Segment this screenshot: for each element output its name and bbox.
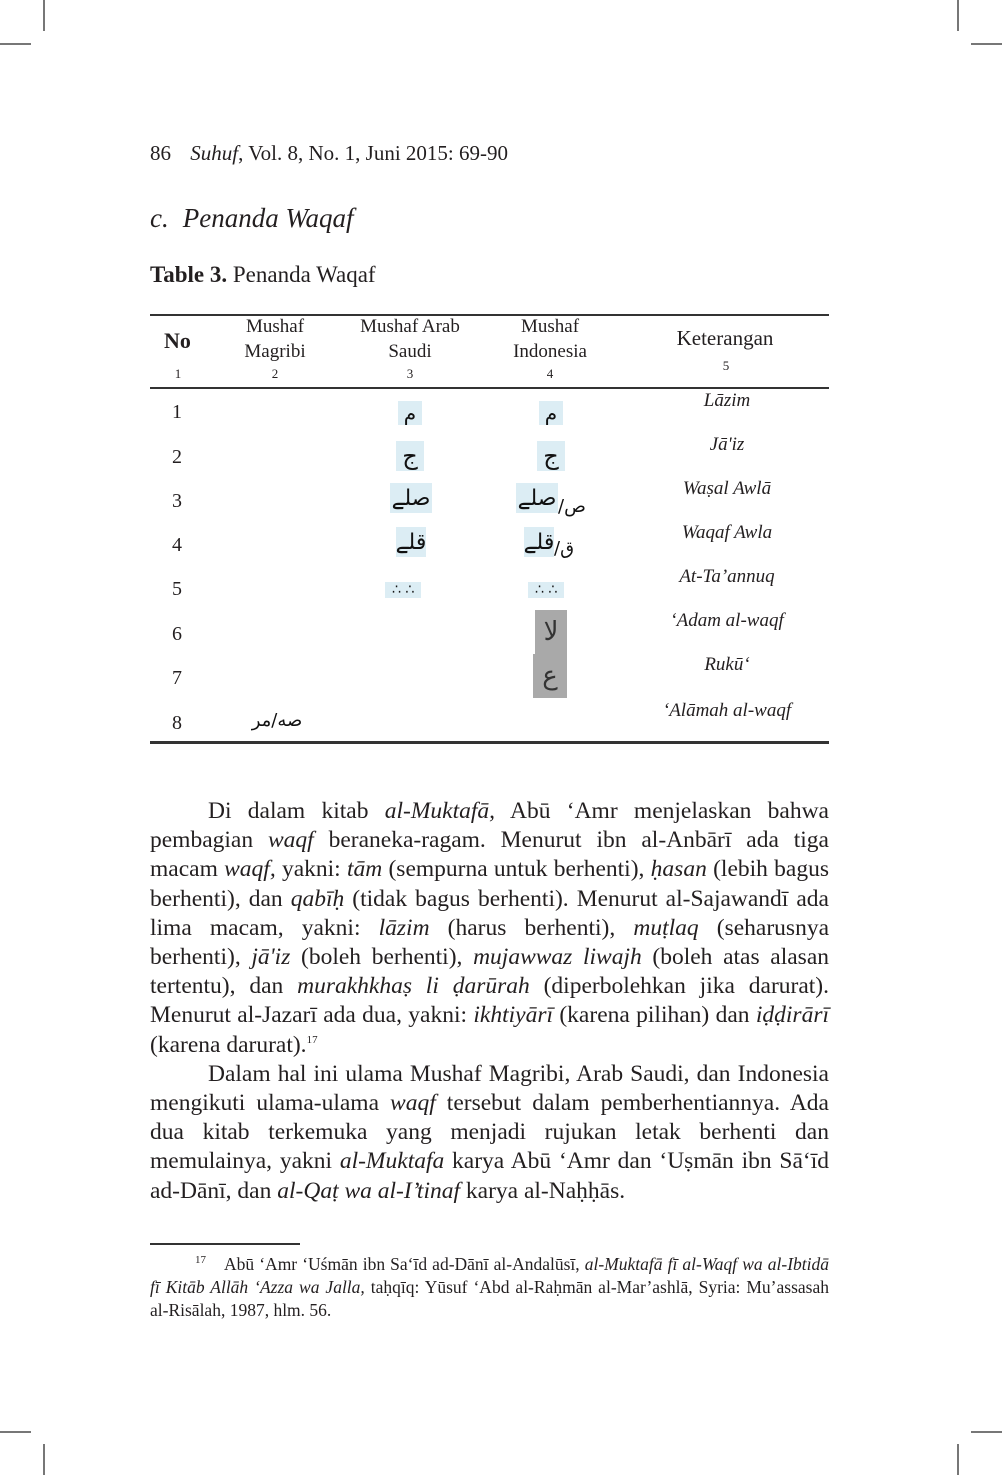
header-line: Magribi [244, 341, 306, 362]
italic-term: tām [346, 856, 383, 883]
text: (diperbolehkan jika darurat). Menurut al-Jazarī ada dua, yakni: [150, 973, 829, 1029]
section-heading [150, 203, 353, 234]
text: (harus berhenti), [429, 914, 634, 941]
italic-term: ikhtiyārī [473, 1002, 554, 1029]
waqf-sign-indonesia: قلے [524, 527, 554, 557]
header-magribi [220, 314, 330, 364]
italic-term: mujawwaz liwajh [473, 944, 642, 971]
crop-mark [957, 0, 959, 31]
row-keterangan: ‘Alāmah al-waqf [662, 700, 792, 721]
text: karya Abū ‘Amr dan ‘Uṣmān ibn Sā‘īd ad-Dānī, dan [150, 1148, 829, 1204]
table-header-rule [150, 387, 829, 389]
italic-term: ḥasan [650, 856, 707, 883]
header-line: Mushaf [245, 316, 305, 337]
header-keterangan: Keterangan [676, 326, 774, 350]
crop-mark [43, 0, 45, 31]
waqf-sign-saudi: ج [396, 441, 424, 471]
crop-mark [0, 43, 31, 45]
header-col-number: 5 [722, 358, 730, 373]
header-col-number: 1 [174, 366, 182, 381]
text: (karena darurat). [150, 1031, 307, 1058]
row-number: 6 [172, 623, 182, 645]
row-keterangan: Lāzim [703, 390, 751, 411]
waqf-sign-saudi: ∴ ∴ [385, 582, 421, 598]
crop-mark [0, 1431, 31, 1433]
row-keterangan: Waqaf Awla [681, 522, 773, 543]
waqf-sign-indonesia: لا [535, 610, 567, 654]
paragraph-2 [150, 1060, 829, 1206]
text: beraneka-ragam. Menurut ibn al-Anbārī ada tiga macam [150, 827, 829, 883]
table-caption [150, 262, 376, 288]
table-bottom-rule [150, 741, 829, 744]
text: (boleh berhenti), [290, 944, 474, 971]
header-col-number: 2 [271, 366, 279, 381]
footnote-rule [150, 1243, 300, 1245]
text: yakni: [275, 856, 347, 883]
italic-term: jā'iz [251, 944, 291, 971]
crop-mark [43, 1444, 45, 1475]
footnote [150, 1249, 829, 1322]
row-keterangan: ‘Adam al-waqf [670, 610, 784, 631]
body-text [150, 797, 829, 1206]
waqf-sign-indonesia-alt: /ص [558, 495, 586, 517]
header-line: Indonesia [513, 341, 587, 362]
table-caption-label: Table 3. [150, 262, 228, 287]
table-caption-text: Penanda Waqaf [232, 262, 376, 287]
header-line: Mushaf [520, 316, 580, 337]
italic-term: lāzim [378, 914, 430, 941]
row-number: 3 [172, 490, 182, 512]
waqf-sign-indonesia: ع [533, 654, 567, 698]
running-head [150, 141, 508, 166]
text: (boleh atas alasan tertentu), dan [150, 944, 829, 1000]
text: Dalam hal ini ulama Mushaf Magribi, Arab Saudi, dan Indonesia mengikuti ulama-ulama [150, 1060, 829, 1117]
row-keterangan: Rukū‘ [704, 654, 750, 675]
row-number: 4 [172, 534, 182, 556]
header-col-number: 4 [546, 366, 554, 381]
text: (sempurna untuk berhenti), [382, 856, 651, 883]
italic-term: waqf [390, 1090, 436, 1117]
waqf-sign-indonesia: ∴ ∴ [528, 582, 564, 598]
italic-term: qabīḥ [290, 885, 345, 912]
waqf-sign-saudi: صلے [390, 483, 432, 513]
waqf-sign-indonesia-alt: /ق [554, 537, 575, 559]
paragraph-1 [150, 797, 829, 1060]
row-number: 1 [172, 401, 182, 423]
text: Di dalam kitab [208, 798, 385, 824]
text: tersebut dalam pemberhentiannya. Ada dua kitab terkemuka yang menjadi rujukan letak berhenti dan memulainya, yakni [150, 1090, 829, 1175]
italic-title: al-Muktafā fī al-Waqf wa al-Ibtidā fī Kitāb Allāh ‘Azza wa Jalla, [150, 1253, 829, 1297]
italic-term: waqf, [224, 856, 276, 883]
header-line: Mushaf Arab [360, 316, 460, 337]
footnote-ref[interactable]: 17 [306, 1033, 318, 1046]
text: (lebih bagus berhenti), dan [150, 856, 829, 912]
row-number: 2 [172, 446, 182, 468]
waqf-sign-magribi: صه/مر [251, 709, 303, 731]
header-arab-saudi [345, 314, 475, 364]
italic-term: iḍḍirārī [755, 1002, 829, 1029]
section-title: Penanda Waqaf [182, 203, 354, 233]
header-no: No [164, 328, 191, 353]
section-letter: c. [150, 203, 169, 233]
row-keterangan: Waṣal Awlā [682, 478, 772, 499]
crop-mark [957, 1444, 959, 1475]
row-number: 8 [172, 712, 182, 734]
header-line: Saudi [388, 341, 432, 362]
text: karya al-Naḥḥās. [460, 1177, 626, 1204]
row-keterangan: Jā'iz [709, 434, 745, 455]
waqf-sign-indonesia: صلے [516, 483, 558, 513]
italic-term: al-Muktafā, [384, 798, 496, 824]
header-indonesia [490, 314, 610, 364]
italic-term: waqf [267, 827, 314, 854]
footnote-number: 17 [195, 1254, 206, 1266]
waqf-sign-saudi: قلے [396, 527, 426, 557]
crop-mark [971, 1431, 1002, 1433]
waqf-sign-saudi: م [398, 401, 422, 425]
text: (seharusnya berhenti), [150, 914, 829, 971]
journal-name: Suhuf [190, 141, 239, 165]
waqf-sign-indonesia: ج [537, 441, 565, 471]
italic-term: murakhkhaṣ li ḍarūrah [297, 973, 530, 1000]
row-keterangan: At-Ta’annuq [679, 566, 775, 587]
header-col-number: 3 [406, 366, 414, 381]
text: Abū ‘Amr menjelaskan bahwa pembagian [150, 798, 829, 854]
text: (karena pilihan) dan [553, 1002, 756, 1029]
text: Abū ‘Amr ‘Uśmān ibn Sa‘īd ad-Dānī al-Andalūsī, [224, 1253, 585, 1274]
row-number: 7 [172, 667, 182, 689]
italic-term: muṭlaq [633, 914, 699, 941]
page-number: 86 [150, 141, 171, 165]
italic-term: al-Muktafa [339, 1148, 445, 1175]
italic-term: al-Qaṭ wa al-I’tinaf [277, 1177, 461, 1204]
journal-citation: , Vol. 8, No. 1, Juni 2015: 69-90 [238, 141, 509, 165]
waqf-sign-indonesia: م [539, 401, 563, 425]
text: (tidak bagus berhenti). Menurut al-Sajawandī ada lima macam, yakni: [150, 885, 829, 941]
crop-mark [971, 43, 1002, 45]
row-number: 5 [172, 578, 182, 600]
text: taḥqīq: Yūsuf ‘Abd al-Raḥmān al-Mar’ashlā, Syria: Mu’assasah al-Risālah, 1987, hlm. 56. [150, 1276, 829, 1320]
